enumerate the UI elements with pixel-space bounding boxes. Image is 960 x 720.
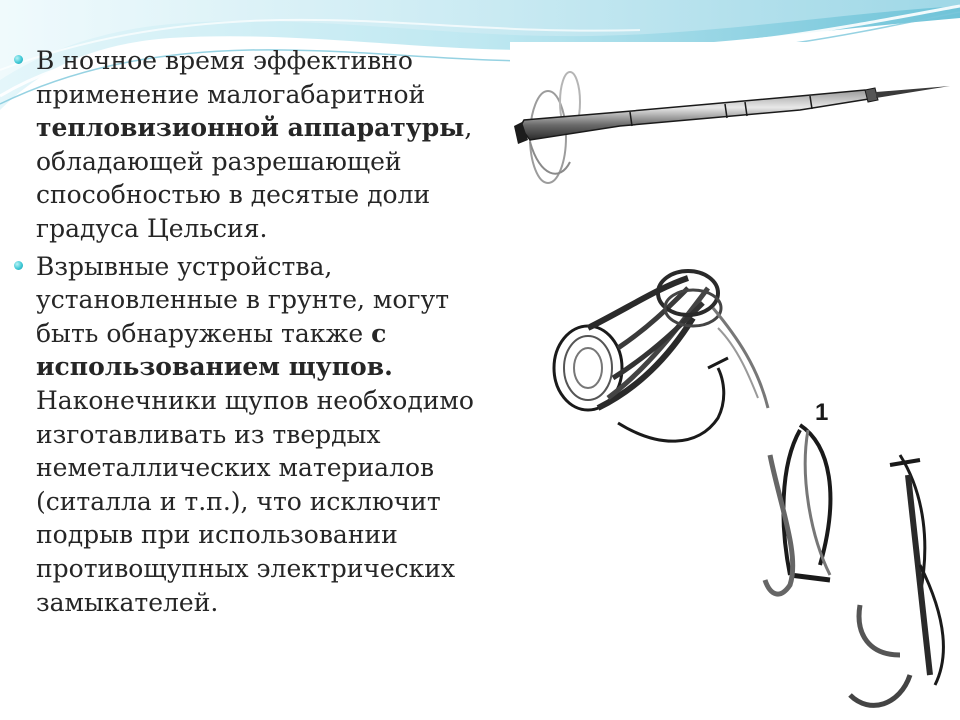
bullet-dot-icon	[14, 261, 23, 270]
bullet-item-thermal	[12, 44, 502, 246]
bullet-text-bold: тепловизионной аппаратуры	[36, 113, 465, 143]
bullet-text-bold: с использованием щупов.	[36, 318, 393, 382]
bullet-text-part: Взрывные устройства, установленные в грунте, могут быть обнаружены также	[36, 251, 450, 348]
anchor-label: 1	[815, 399, 829, 426]
bullet-item-probes	[12, 250, 502, 620]
bullet-text-part: В ночное время эффективно применение малогабаритной	[36, 46, 426, 109]
bullet-text-part: Наконечники щупов необходимо изготавливать из твердых неметаллических материалов (ситалла и т.п.), что исключит подрыв при использовании противощупных электрических замыкателей.	[36, 385, 474, 617]
probe-illustration	[510, 42, 960, 202]
bullet-text-part: , обладающей разрешающей способностью в десятые доли градуса Цельсия.	[36, 113, 473, 243]
bullet-dot-icon	[14, 55, 23, 64]
rope-hook-illustration	[518, 248, 778, 478]
content-text	[12, 44, 502, 623]
grapnel-anchor-illustration	[760, 385, 960, 720]
